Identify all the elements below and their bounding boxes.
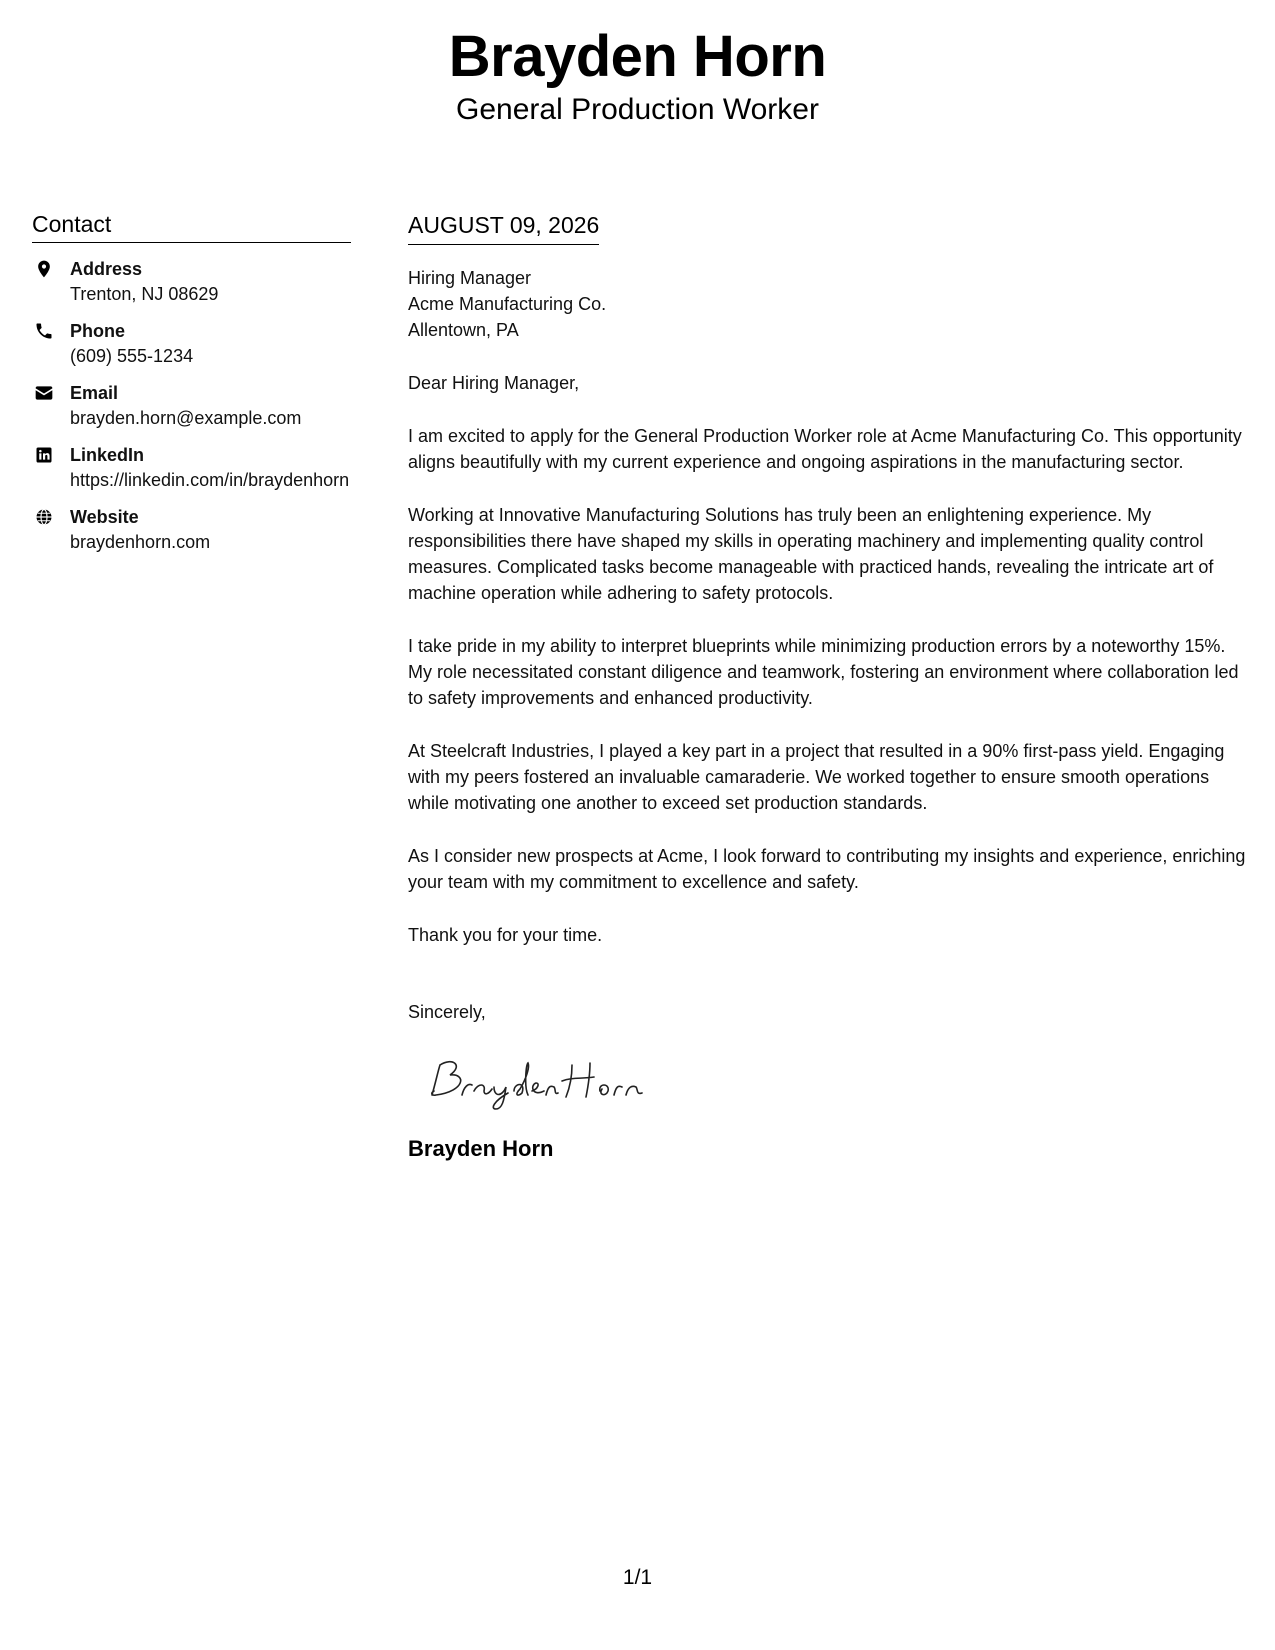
phone-icon bbox=[34, 321, 54, 341]
email-label: Email bbox=[70, 383, 119, 403]
signature-image bbox=[422, 1051, 662, 1111]
signer-name: Brayden Horn bbox=[408, 1136, 554, 1161]
paragraph: At Steelcraft Industries, I played a key part in a project that resulted in a 90% first-pass yield. Engaging with my peers fostered an invaluable camaraderie. We worked together to ensure smooth operations while motivating one another to exceed set production standards. bbox=[408, 741, 1225, 813]
website-label: Website bbox=[70, 507, 139, 527]
recipient-block bbox=[408, 265, 1248, 343]
applicant-title: General Production Worker bbox=[456, 93, 819, 126]
contact-phone bbox=[32, 319, 351, 369]
recipient-line: Allentown, PA bbox=[408, 320, 519, 340]
paragraph: Thank you for your time. bbox=[408, 925, 603, 945]
letter-date: AUGUST 09, 2026 bbox=[408, 212, 600, 238]
contact-address bbox=[32, 257, 351, 307]
linkedin-value[interactable]: https://linkedin.com/in/braydenhorn bbox=[70, 470, 350, 490]
recipient-line: Acme Manufacturing Co. bbox=[408, 294, 607, 314]
contact-sidebar bbox=[32, 210, 351, 555]
website-value[interactable]: braydenhorn.com bbox=[70, 532, 211, 552]
contact-email bbox=[32, 381, 351, 431]
phone-label: Phone bbox=[70, 321, 126, 341]
paragraph: Working at Innovative Manufacturing Solutions has truly been an enlightening experience. My responsibilities there have shaped my skills in operating machinery and implementing quality control measures. Complicated tasks become manageable with practiced hands, revealing the intricate art of machine operation while adhering to safety protocols. bbox=[408, 505, 1214, 603]
linkedin-label: LinkedIn bbox=[70, 445, 145, 465]
letter-date-block bbox=[408, 210, 599, 245]
letter-header bbox=[0, 24, 1275, 130]
email-value: brayden.horn@example.com bbox=[70, 408, 302, 428]
recipient-line: Hiring Manager bbox=[408, 268, 532, 288]
paragraph: I am excited to apply for the General Production Worker role at Acme Manufacturing Co. This opportunity aligns beautifully with my current experience and ongoing aspirations in the manufacturing sector. bbox=[408, 426, 1242, 472]
address-label: Address bbox=[70, 259, 143, 279]
closing: Sincerely, bbox=[408, 1002, 486, 1022]
contact-website bbox=[32, 505, 351, 555]
page-number: 1/1 bbox=[622, 1566, 653, 1589]
envelope-icon bbox=[34, 383, 54, 403]
globe-icon bbox=[34, 507, 54, 527]
applicant-name: Brayden Horn bbox=[448, 24, 827, 89]
contact-linkedin bbox=[32, 443, 351, 493]
paragraph: I take pride in my ability to interpret blueprints while minimizing production errors by a noteworthy 15%. My role necessitated constant diligence and teamwork, fostering an environment where collaboration led to safety improvements and enhanced productivity. bbox=[408, 636, 1239, 708]
map-pin-icon bbox=[34, 259, 54, 279]
phone-value: (609) 555-1234 bbox=[70, 346, 194, 366]
letter-body bbox=[408, 210, 1248, 1164]
paragraph: As I consider new prospects at Acme, I look forward to contributing my insights and experience, enriching your team with my commitment to excellence and safety. bbox=[408, 846, 1246, 892]
linkedin-icon bbox=[34, 445, 54, 465]
address-value: Trenton, NJ 08629 bbox=[70, 284, 219, 304]
greeting: Dear Hiring Manager, bbox=[408, 373, 580, 393]
contact-heading: Contact bbox=[32, 210, 351, 243]
